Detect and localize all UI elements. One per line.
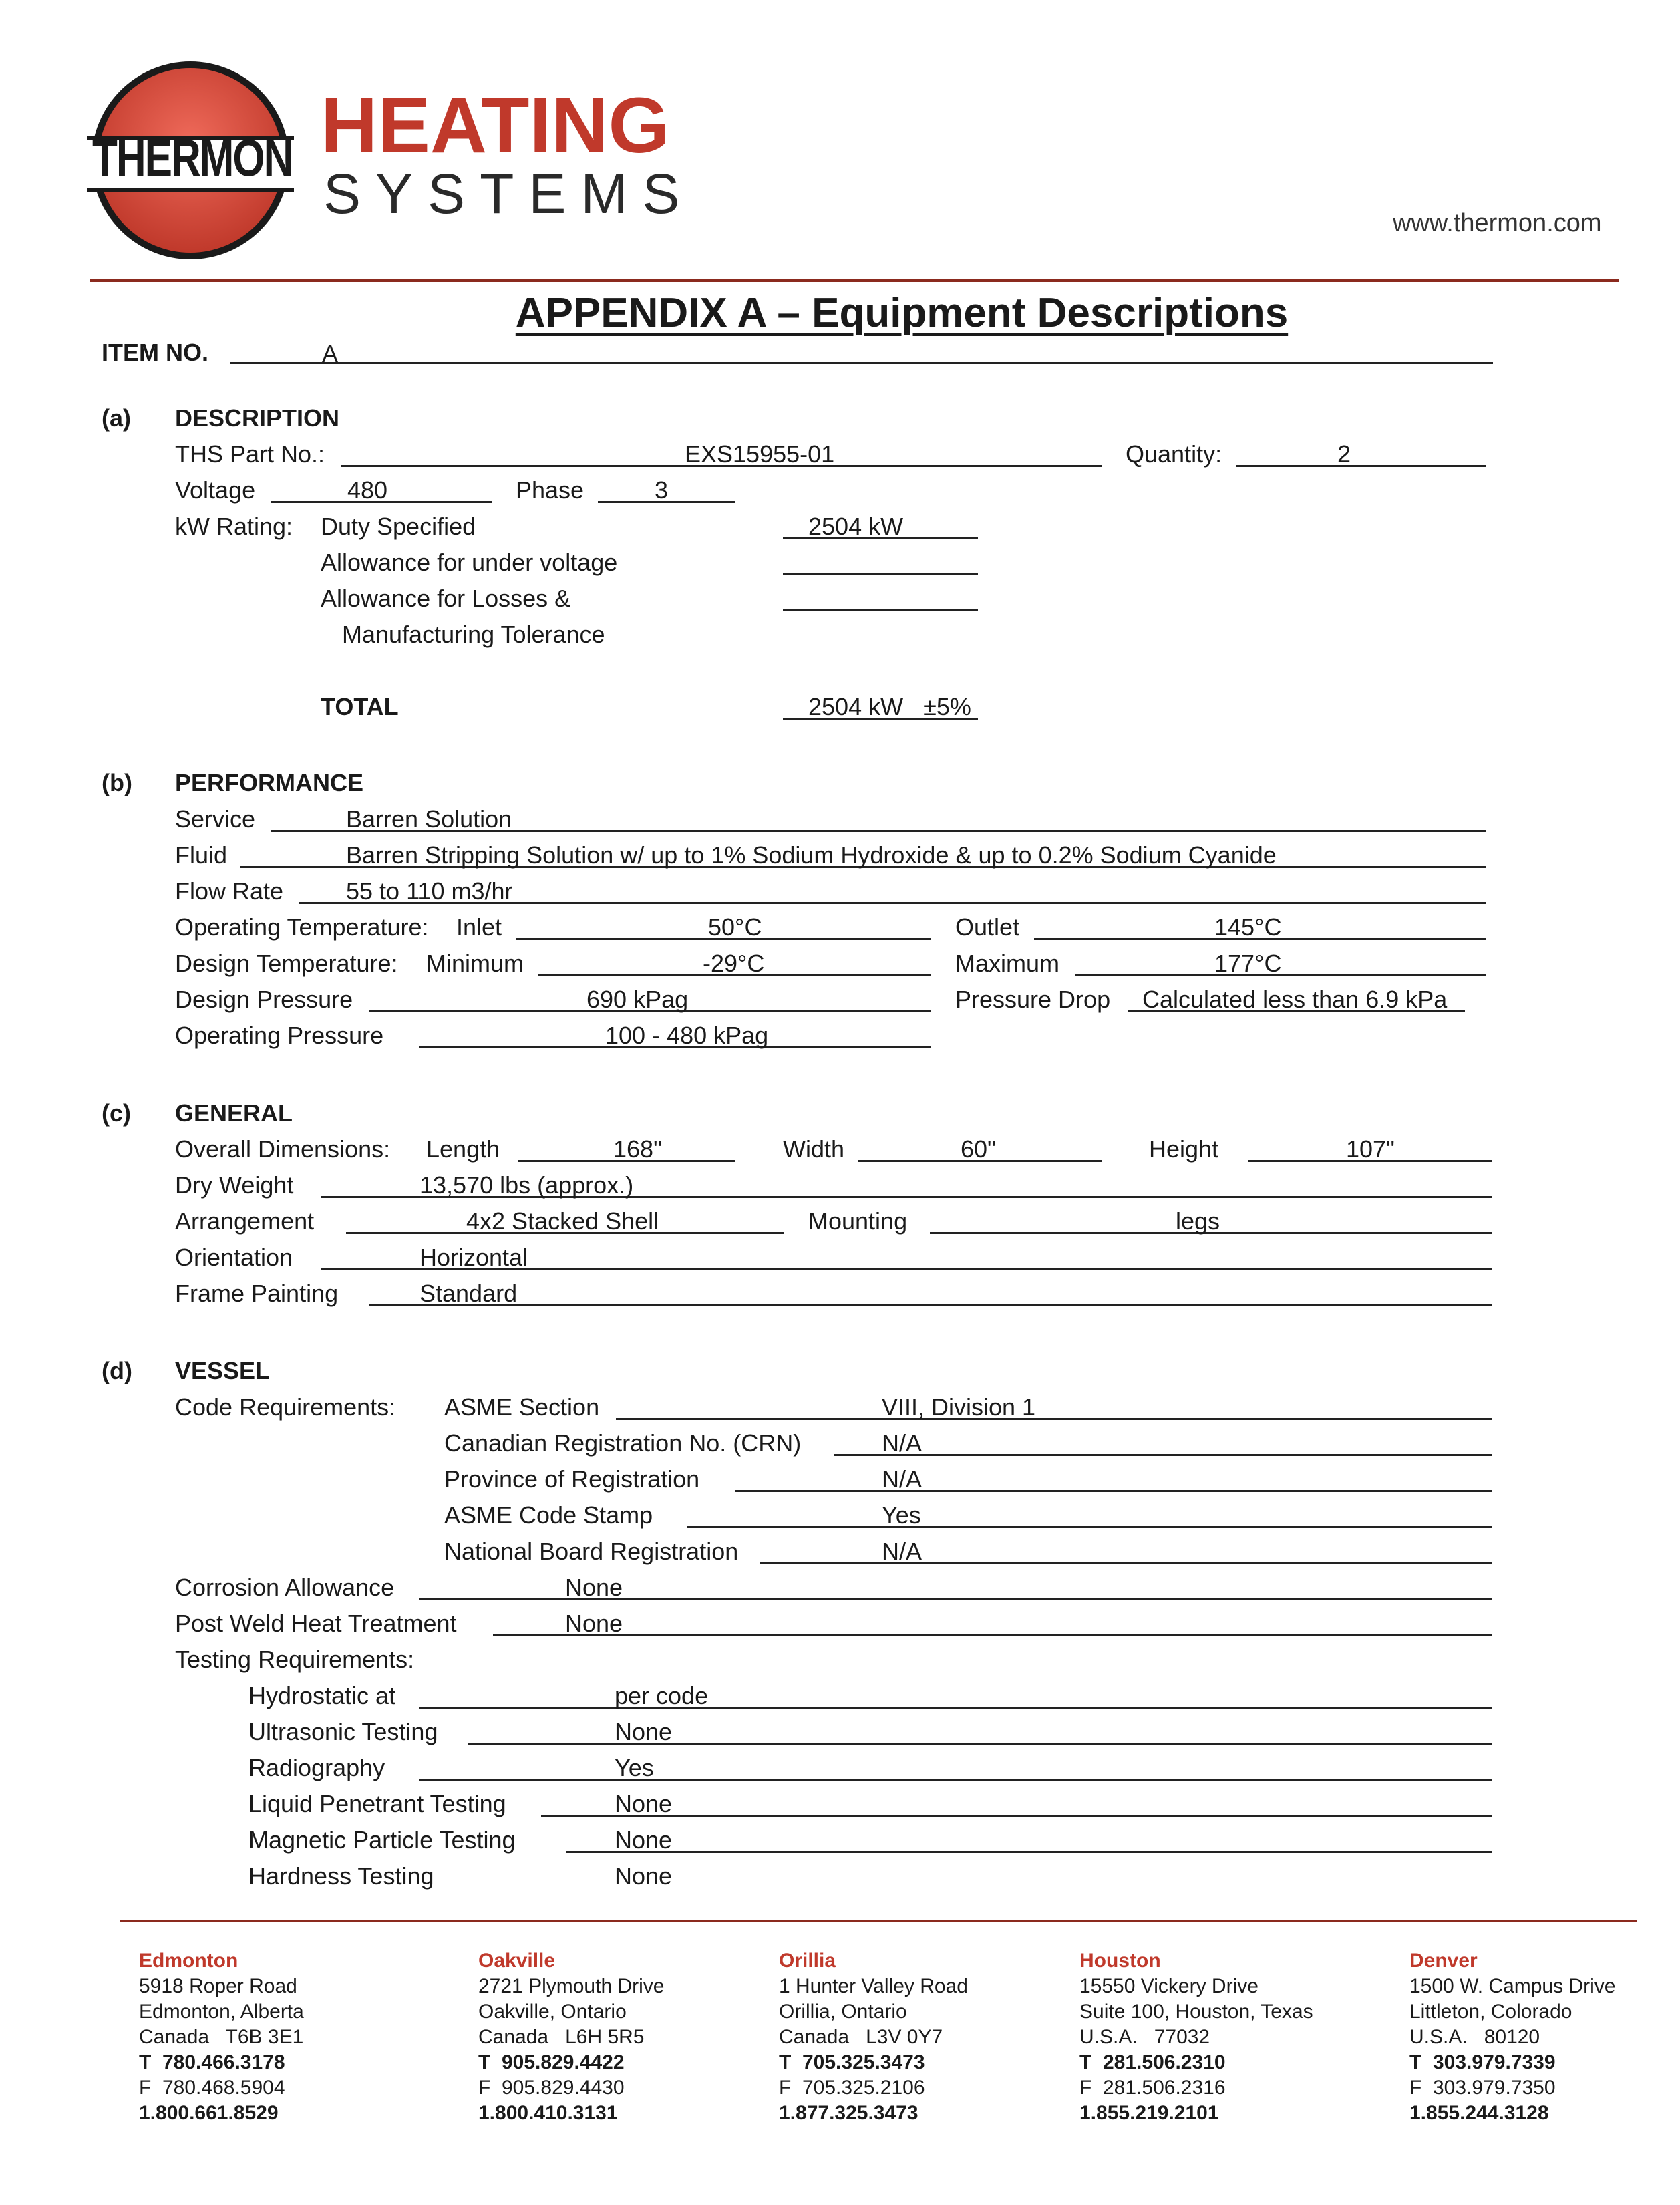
liquid-penetrant-label: Liquid Penetrant Testing xyxy=(248,1790,506,1817)
office-address-line: Canada L3V 0Y7 xyxy=(779,2026,943,2048)
radiography-value: Yes xyxy=(615,1754,654,1781)
inlet-value: 50°C xyxy=(708,913,762,941)
height-label: Height xyxy=(1149,1135,1219,1163)
hydrostatic-label: Hydrostatic at xyxy=(248,1682,396,1709)
length-label: Length xyxy=(426,1135,500,1163)
office-phone: T 303.979.7339 xyxy=(1409,2051,1556,2073)
item-no-label: ITEM NO. xyxy=(102,339,208,366)
orientation-label: Orientation xyxy=(175,1243,293,1271)
liquid-penetrant-value: None xyxy=(615,1790,673,1817)
office-fax: F 281.506.2316 xyxy=(1079,2077,1226,2099)
ultrasonic-label: Ultrasonic Testing xyxy=(248,1718,438,1745)
quantity-label: Quantity: xyxy=(1126,440,1222,468)
office-phone: T 905.829.4422 xyxy=(478,2051,625,2073)
part-no-value: EXS15955-01 xyxy=(685,440,835,468)
frame-painting-value: Standard xyxy=(419,1280,518,1307)
hardness-value: None xyxy=(615,1862,673,1890)
office-address-line: 1500 W. Campus Drive xyxy=(1409,1975,1616,1997)
office-toll-free: 1.877.325.3473 xyxy=(779,2102,918,2124)
national-board-value: N/A xyxy=(882,1537,922,1565)
outlet-value: 145°C xyxy=(1214,913,1282,941)
section-heading-general: GENERAL xyxy=(175,1099,293,1127)
voltage-value: 480 xyxy=(347,476,388,504)
brand-heating: HEATING xyxy=(321,82,670,170)
fluid-label: Fluid xyxy=(175,841,228,869)
office-name: Oakville xyxy=(478,1950,556,1972)
pwht-label: Post Weld Heat Treatment xyxy=(175,1610,457,1637)
mounting-label: Mounting xyxy=(808,1207,908,1235)
dry-weight-value: 13,570 lbs (approx.) xyxy=(419,1171,634,1199)
office-denver xyxy=(1409,1948,1615,2126)
section-letter-b: (b) xyxy=(102,769,132,796)
office-fax: F 780.468.5904 xyxy=(139,2077,285,2099)
duty-specified-label: Duty Specified xyxy=(321,512,476,540)
section-heading-performance: PERFORMANCE xyxy=(175,769,364,796)
office-name: Orillia xyxy=(779,1950,836,1972)
section-heading-vessel: VESSEL xyxy=(175,1357,271,1384)
total-value: 2504 kW ±5% xyxy=(808,693,971,720)
operating-temperature-label: Operating Temperature: xyxy=(175,913,429,941)
office-name: Houston xyxy=(1079,1950,1161,1972)
office-address-line: U.S.A. 77032 xyxy=(1079,2026,1210,2048)
office-fax: F 303.979.7350 xyxy=(1409,2077,1556,2099)
length-value: 168" xyxy=(613,1135,662,1163)
code-requirements-label: Code Requirements: xyxy=(175,1393,396,1421)
design-temperature-label: Design Temperature: xyxy=(175,949,398,977)
office-toll-free: 1.855.219.2101 xyxy=(1079,2102,1219,2124)
total-label: TOTAL xyxy=(321,693,399,720)
crn-label: Canadian Registration No. (CRN) xyxy=(444,1429,802,1457)
office-toll-free: 1.800.661.8529 xyxy=(139,2102,279,2124)
office-phone: T 705.325.3473 xyxy=(779,2051,925,2073)
duty-specified-value: 2504 kW xyxy=(808,512,904,540)
minimum-label: Minimum xyxy=(426,949,524,977)
service-value: Barren Solution xyxy=(346,805,512,833)
office-toll-free: 1.855.244.3128 xyxy=(1409,2102,1549,2124)
asme-stamp-label: ASME Code Stamp xyxy=(444,1501,653,1529)
office-address-line: Orillia, Ontario xyxy=(779,2001,907,2023)
office-address-line: 15550 Vickery Drive xyxy=(1079,1975,1258,1997)
page-title: APPENDIX A – Equipment Descriptions xyxy=(515,290,1289,336)
magnetic-particle-value: None xyxy=(615,1826,673,1854)
orientation-value: Horizontal xyxy=(419,1243,528,1271)
width-value: 60" xyxy=(961,1135,996,1163)
voltage-label: Voltage xyxy=(175,476,256,504)
frame-painting-label: Frame Painting xyxy=(175,1280,339,1307)
section-letter-d: (d) xyxy=(102,1357,132,1384)
asme-section-value: VIII, Division 1 xyxy=(882,1393,1036,1421)
quantity-value: 2 xyxy=(1337,440,1351,468)
website-url[interactable]: www.thermon.com xyxy=(1393,209,1602,237)
office-address-line: Canada L6H 5R5 xyxy=(478,2026,645,2048)
kw-rating-label: kW Rating: xyxy=(175,512,293,540)
pressure-drop-value: Calculated less than 6.9 kPa xyxy=(1142,986,1448,1013)
mounting-value: legs xyxy=(1176,1207,1220,1235)
office-fax: F 905.829.4430 xyxy=(478,2077,625,2099)
hardness-label: Hardness Testing xyxy=(248,1862,434,1890)
office-orillia xyxy=(779,1948,968,2126)
fluid-value: Barren Stripping Solution w/ up to 1% Sodium Hydroxide & up to 0.2% Sodium Cyanide xyxy=(346,841,1277,869)
losses-label: Allowance for Losses & xyxy=(321,585,571,612)
crn-value: N/A xyxy=(882,1429,922,1457)
office-address-line: Canada T6B 3E1 xyxy=(139,2026,304,2048)
office-oakville xyxy=(478,1948,664,2126)
overall-dimensions-label: Overall Dimensions: xyxy=(175,1135,391,1163)
office-toll-free: 1.800.410.3131 xyxy=(478,2102,618,2124)
footer-rule xyxy=(120,1920,1637,1922)
office-fax: F 705.325.2106 xyxy=(779,2077,925,2099)
header-rule xyxy=(90,279,1619,282)
office-phone: T 281.506.2310 xyxy=(1079,2051,1226,2073)
design-pressure-label: Design Pressure xyxy=(175,986,353,1013)
outlet-label: Outlet xyxy=(955,913,1020,941)
office-address-line: 1 Hunter Valley Road xyxy=(779,1975,968,1997)
office-phone: T 780.466.3178 xyxy=(139,2051,285,2073)
office-houston xyxy=(1079,1948,1313,2126)
corrosion-allowance-value: None xyxy=(565,1574,623,1601)
operating-pressure-label: Operating Pressure xyxy=(175,1022,384,1049)
under-voltage-label: Allowance for under voltage xyxy=(321,549,618,576)
service-label: Service xyxy=(175,805,256,833)
pressure-drop-label: Pressure Drop xyxy=(955,986,1111,1013)
asme-stamp-value: Yes xyxy=(882,1501,921,1529)
arrangement-value: 4x2 Stacked Shell xyxy=(466,1207,659,1235)
office-address-line: 2721 Plymouth Drive xyxy=(478,1975,665,1997)
section-letter-c: (c) xyxy=(102,1099,131,1127)
phase-value: 3 xyxy=(655,476,669,504)
logo-wordmark: THERMON xyxy=(92,130,293,188)
office-name: Denver xyxy=(1409,1950,1478,1972)
flow-rate-value: 55 to 110 m3/hr xyxy=(346,877,513,905)
width-label: Width xyxy=(783,1135,845,1163)
pwht-value: None xyxy=(565,1610,623,1637)
inlet-label: Inlet xyxy=(456,913,502,941)
maximum-value: 177°C xyxy=(1214,949,1282,977)
asme-section-label: ASME Section xyxy=(444,1393,600,1421)
office-address-line: Oakville, Ontario xyxy=(478,2001,627,2023)
office-address-line: 5918 Roper Road xyxy=(139,1975,297,1997)
arrangement-label: Arrangement xyxy=(175,1207,315,1235)
testing-requirements-label: Testing Requirements: xyxy=(175,1646,415,1673)
dry-weight-label: Dry Weight xyxy=(175,1171,294,1199)
flow-rate-label: Flow Rate xyxy=(175,877,284,905)
item-no-value: A xyxy=(322,340,339,368)
radiography-label: Radiography xyxy=(248,1754,385,1781)
hydrostatic-value: per code xyxy=(615,1682,709,1709)
phase-label: Phase xyxy=(516,476,584,504)
tolerance-label: Manufacturing Tolerance xyxy=(342,621,605,648)
height-value: 107" xyxy=(1346,1135,1395,1163)
magnetic-particle-label: Magnetic Particle Testing xyxy=(248,1826,516,1854)
operating-pressure-value: 100 - 480 kPag xyxy=(605,1022,769,1049)
office-address-line: Littleton, Colorado xyxy=(1409,2001,1572,2023)
part-no-label: THS Part No.: xyxy=(175,440,325,468)
ultrasonic-value: None xyxy=(615,1718,673,1745)
office-address-line: Suite 100, Houston, Texas xyxy=(1079,2001,1313,2023)
office-address-line: Edmonton, Alberta xyxy=(139,2001,304,2023)
section-heading-description: DESCRIPTION xyxy=(175,404,340,432)
section-letter-a: (a) xyxy=(102,404,131,432)
maximum-label: Maximum xyxy=(955,949,1060,977)
office-edmonton xyxy=(139,1948,304,2126)
brand-systems: SYSTEMS xyxy=(323,162,695,225)
design-pressure-value: 690 kPag xyxy=(586,986,689,1013)
province-value: N/A xyxy=(882,1465,922,1493)
minimum-value: -29°C xyxy=(703,949,765,977)
office-address-line: U.S.A. 80120 xyxy=(1409,2026,1540,2048)
corrosion-allowance-label: Corrosion Allowance xyxy=(175,1574,395,1601)
office-name: Edmonton xyxy=(139,1950,238,1972)
national-board-label: National Board Registration xyxy=(444,1537,739,1565)
province-label: Province of Registration xyxy=(444,1465,700,1493)
